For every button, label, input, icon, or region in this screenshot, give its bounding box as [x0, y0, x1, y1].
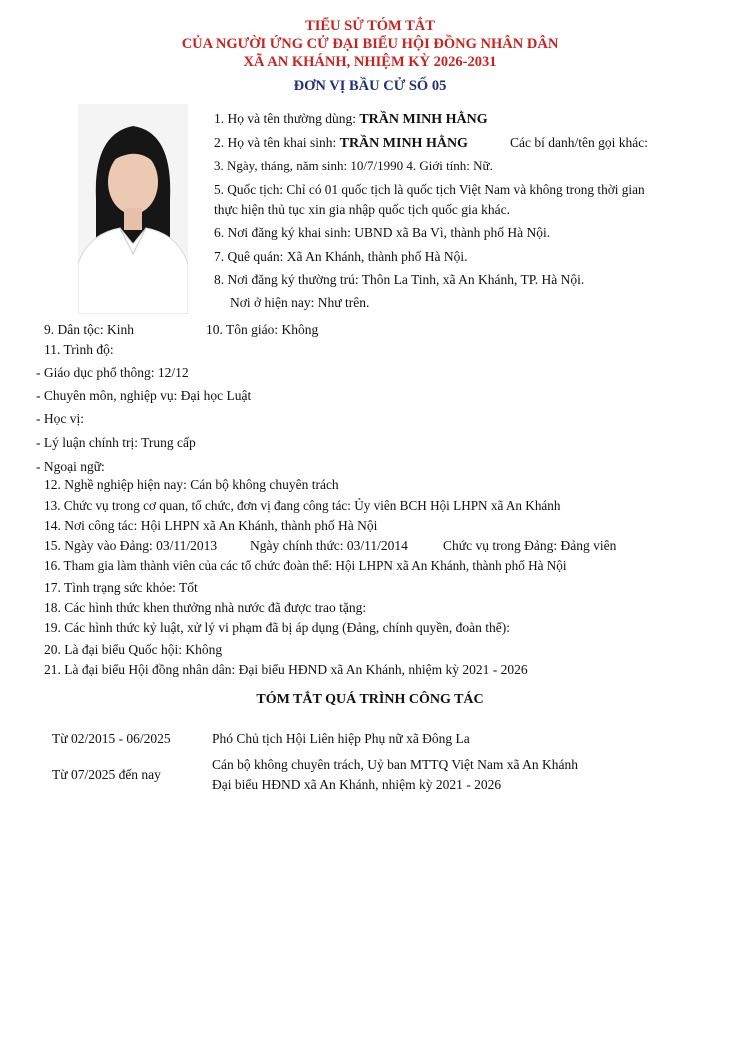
item-discipline: 19. Các hình thức kỷ luật, xử lý vi phạm đã bị áp dụng (Đảng, chính quyền, đoàn thể): [44, 620, 511, 635]
doc-subtitle: CỦA NGƯỜI ỨNG CỬ ĐẠI BIỂU HỘI ĐỒNG NHÂN DÂN [181, 36, 559, 52]
edu-general: - Giáo dục phổ thông: 12/12 [36, 365, 189, 380]
item-birth-name: 2. Họ và tên khai sinh: TRẦN MINH HẰNG [214, 135, 468, 151]
edu-language: - Ngoại ngữ: [36, 459, 105, 474]
item-permanent-residence: 8. Nơi đăng ký thường trú: Thôn La Tinh, xã An Khánh, TP. Hà Nội. [214, 272, 585, 287]
item-position: 13. Chức vụ trong cơ quan, tổ chức, đơn vị đang công tác: Ủy viên BCH Hội LHPN xã An Khánh [44, 498, 561, 513]
item-party-official-date: Ngày chính thức: 03/11/2014 [250, 538, 408, 553]
career-description: Đại biểu HĐND xã An Khánh, nhiệm kỳ 2021 - 2026 [212, 777, 502, 792]
doc-term: XÃ AN KHÁNH, NHIỆM KỲ 2026-2031 [243, 54, 497, 70]
doc-title: TIỂU SỬ TÓM TẮT [305, 18, 435, 34]
item-common-name: 1. Họ và tên thường dùng: TRẦN MINH HẰNG [214, 111, 488, 127]
item-alias: Các bí danh/tên gọi khác: [510, 135, 648, 150]
item-education: 11. Trình độ: [44, 342, 114, 357]
item-hometown: 7. Quê quán: Xã An Khánh, thành phố Hà Nội. [214, 249, 468, 264]
edu-politics: - Lý luận chính trị: Trung cấp [36, 435, 196, 450]
item-ethnicity: 9. Dân tộc: Kinh [44, 322, 134, 337]
item-birth-registration: 6. Nơi đăng ký khai sinh: UBND xã Ba Vì, thành phố Hà Nội. [214, 225, 551, 240]
item-health: 17. Tình trạng sức khỏe: Tốt [44, 580, 198, 595]
item-nationality: 5. Quốc tịch: Chỉ có 01 quốc tịch là quốc tịch Việt Nam và không trong thời gian [214, 182, 645, 197]
career-period: Từ 07/2025 đến nay [52, 767, 161, 782]
item-occupation: 12. Nghề nghiệp hiện nay: Cán bộ không chuyên trách [44, 477, 339, 492]
item-religion: 10. Tôn giáo: Không [206, 322, 319, 337]
career-description: Cán bộ không chuyên trách, Uỷ ban MTTQ Việt Nam xã An Khánh [212, 757, 578, 772]
item-workplace: 14. Nơi công tác: Hội LHPN xã An Khánh, thành phố Hà Nội [44, 518, 378, 533]
item-current-residence: Nơi ở hiện nay: Như trên. [230, 295, 370, 310]
candidate-name: TRẦN MINH HẰNG [359, 112, 488, 127]
career-period: Từ 02/2015 - 06/2025 [52, 731, 171, 746]
item-national-assembly: 20. Là đại biểu Quốc hội: Không [44, 642, 223, 657]
candidate-photo [78, 104, 188, 314]
item-birthdate-gender: 3. Ngày, tháng, năm sinh: 10/7/1990 4. Giới tính: Nữ. [214, 158, 493, 173]
item-awards: 18. Các hình thức khen thưởng nhà nước đã được trao tặng: [44, 600, 367, 615]
electoral-unit: ĐƠN VỊ BẦU CỬ SỐ 05 [293, 78, 447, 94]
career-description: Phó Chủ tịch Hội Liên hiệp Phụ nữ xã Đông La [212, 731, 470, 746]
edu-major: - Chuyên môn, nghiệp vụ: Đại học Luật [36, 388, 252, 403]
career-title: TÓM TẮT QUÁ TRÌNH CÔNG TÁC [256, 692, 484, 707]
item-party-role: Chức vụ trong Đảng: Đảng viên [443, 538, 617, 553]
item-council-delegate: 21. Là đại biểu Hội đồng nhân dân: Đại biểu HĐND xã An Khánh, nhiệm kỳ 2021 - 2026 [44, 662, 528, 677]
item-party-join-date: 15. Ngày vào Đảng: 03/11/2013 [44, 538, 218, 553]
birth-name: TRẦN MINH HẰNG [339, 136, 468, 151]
item-organizations: 16. Tham gia làm thành viên của các tổ chức đoàn thể: Hội LHPN xã An Khánh, thành phố Hà Nội [44, 558, 567, 573]
item-nationality-cont: thực hiện thủ tục xin gia nhập quốc tịch quốc gia khác. [214, 202, 510, 217]
edu-degree: - Học vị: [36, 411, 84, 426]
